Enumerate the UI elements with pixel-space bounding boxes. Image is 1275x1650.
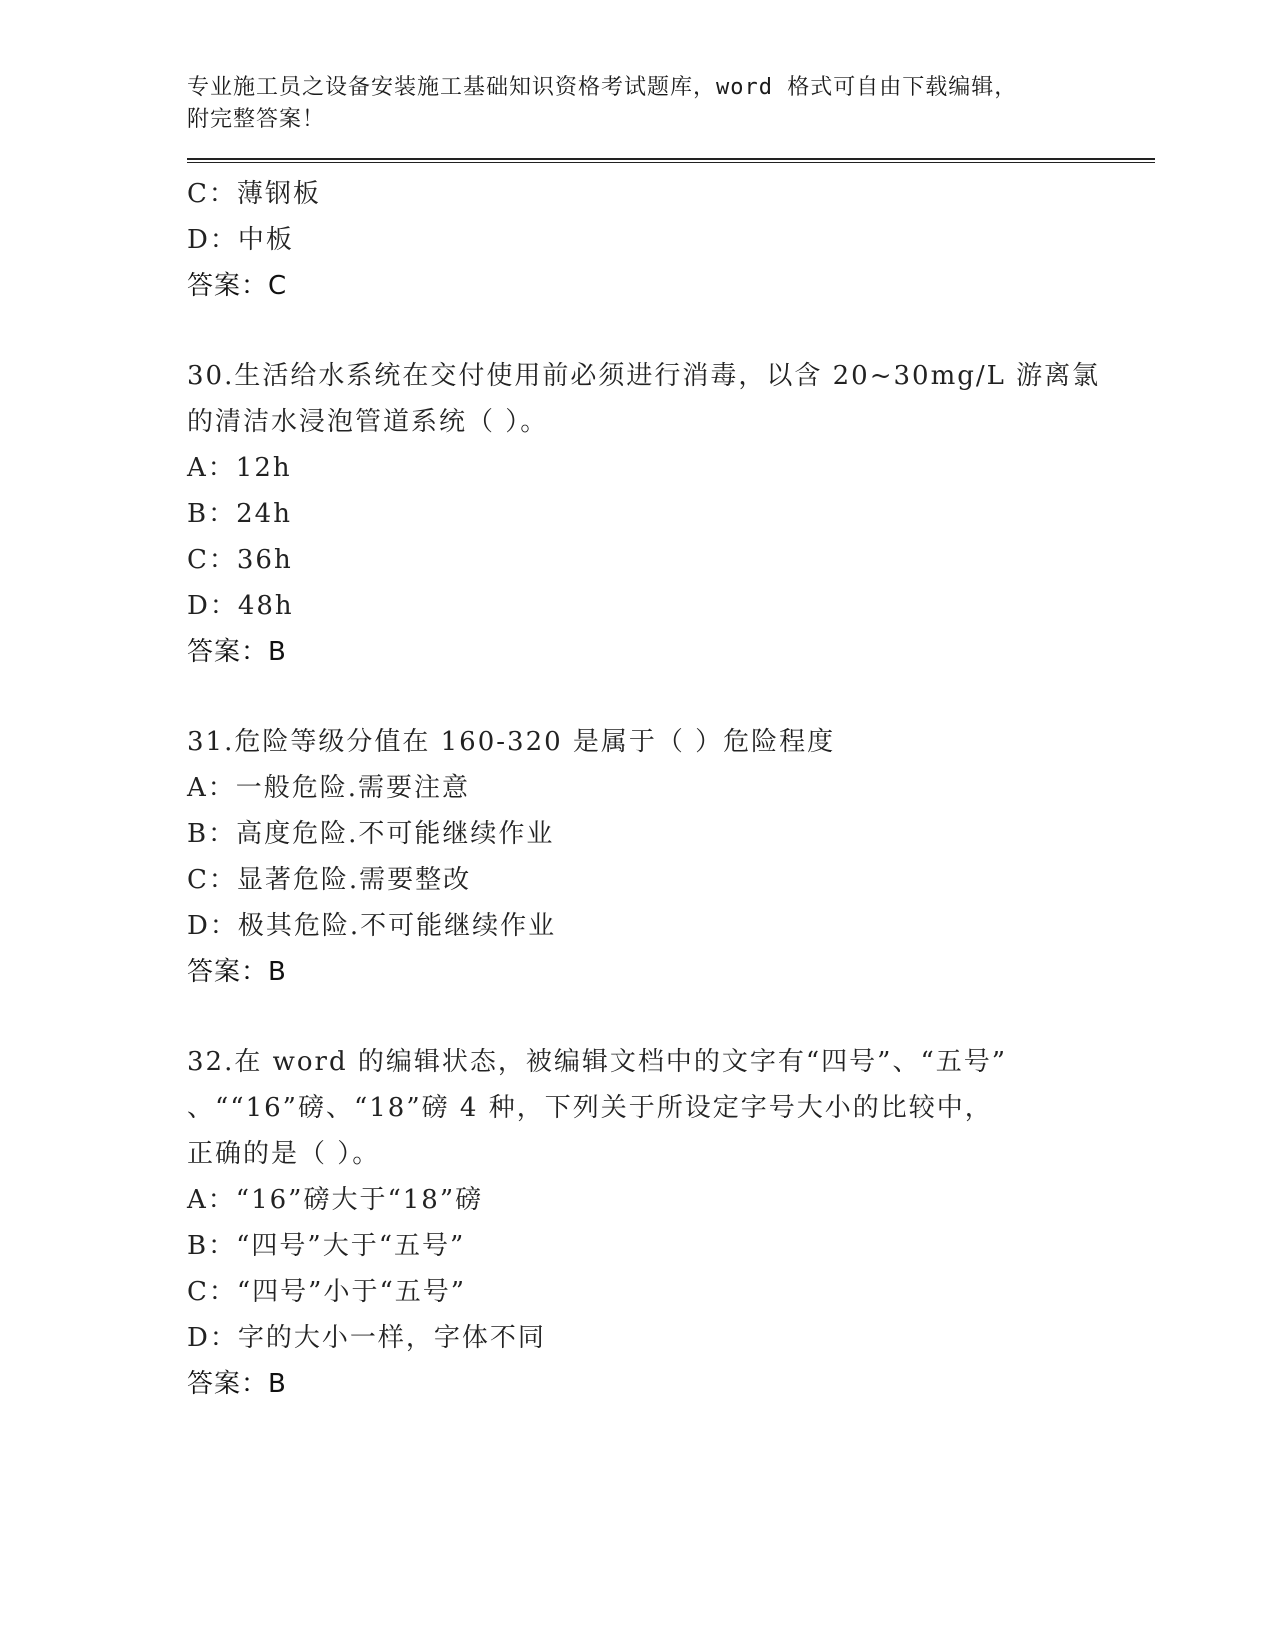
question-32 bbox=[187, 1039, 1152, 1407]
document-page bbox=[187, 72, 1152, 1407]
question-31 bbox=[187, 719, 1152, 995]
previous-question-block bbox=[187, 171, 1152, 309]
option-d: D：字的大小一样，字体不同 bbox=[187, 1323, 546, 1353]
question-30 bbox=[187, 353, 1152, 675]
question-text-line: 、““16”磅、“18”磅 4 种，下列关于所设定字号大小的比较中， bbox=[187, 1093, 993, 1123]
spacer bbox=[187, 309, 1152, 353]
question-text-line: 31.危险等级分值在 160-320 是属于（ ）危险程度 bbox=[187, 727, 836, 757]
option-c: C：“四号”小于“五号” bbox=[187, 1277, 467, 1307]
option-b: B：“四号”大于“五号” bbox=[187, 1231, 466, 1261]
spacer bbox=[187, 675, 1152, 719]
option-a: A：12h bbox=[187, 453, 292, 483]
question-text-line: 30.生活给水系统在交付使用前必须进行消毒，以含 20~30mg/L 游离氯 bbox=[187, 361, 1101, 391]
header-title-line-2: 附完整答案！ bbox=[187, 107, 326, 132]
question-text-line: 32.在 word 的编辑状态，被编辑文档中的文字有“四号”、“五号” bbox=[187, 1047, 1008, 1077]
option-b: B：24h bbox=[187, 499, 292, 529]
spacer bbox=[187, 995, 1152, 1039]
option-d: D：极其危险.不可能继续作业 bbox=[187, 911, 557, 941]
option-c: C：薄钢板 bbox=[187, 179, 321, 209]
option-a: A：“16”磅大于“18”磅 bbox=[187, 1185, 484, 1215]
header-title-line-1: 专业施工员之设备安装施工基础知识资格考试题库，word 格式可自由下载编辑， bbox=[187, 75, 1018, 100]
option-b: B：高度危险.不可能继续作业 bbox=[187, 819, 555, 849]
answer-line: 答案：B bbox=[187, 637, 287, 667]
header-divider bbox=[187, 158, 1155, 163]
answer-line: 答案：B bbox=[187, 957, 287, 987]
option-c: C：显著危险.需要整改 bbox=[187, 865, 472, 895]
option-a: A：一般危险.需要注意 bbox=[187, 773, 471, 803]
option-c: C：36h bbox=[187, 545, 293, 575]
document-header bbox=[187, 72, 1152, 136]
option-d: D：中板 bbox=[187, 225, 294, 255]
option-d: D：48h bbox=[187, 591, 294, 621]
question-text-line: 的清洁水浸泡管道系统（ ）。 bbox=[187, 407, 549, 437]
answer-line: 答案：C bbox=[187, 271, 288, 301]
question-text-line: 正确的是（ ）。 bbox=[187, 1139, 381, 1169]
answer-line: 答案：B bbox=[187, 1369, 287, 1399]
